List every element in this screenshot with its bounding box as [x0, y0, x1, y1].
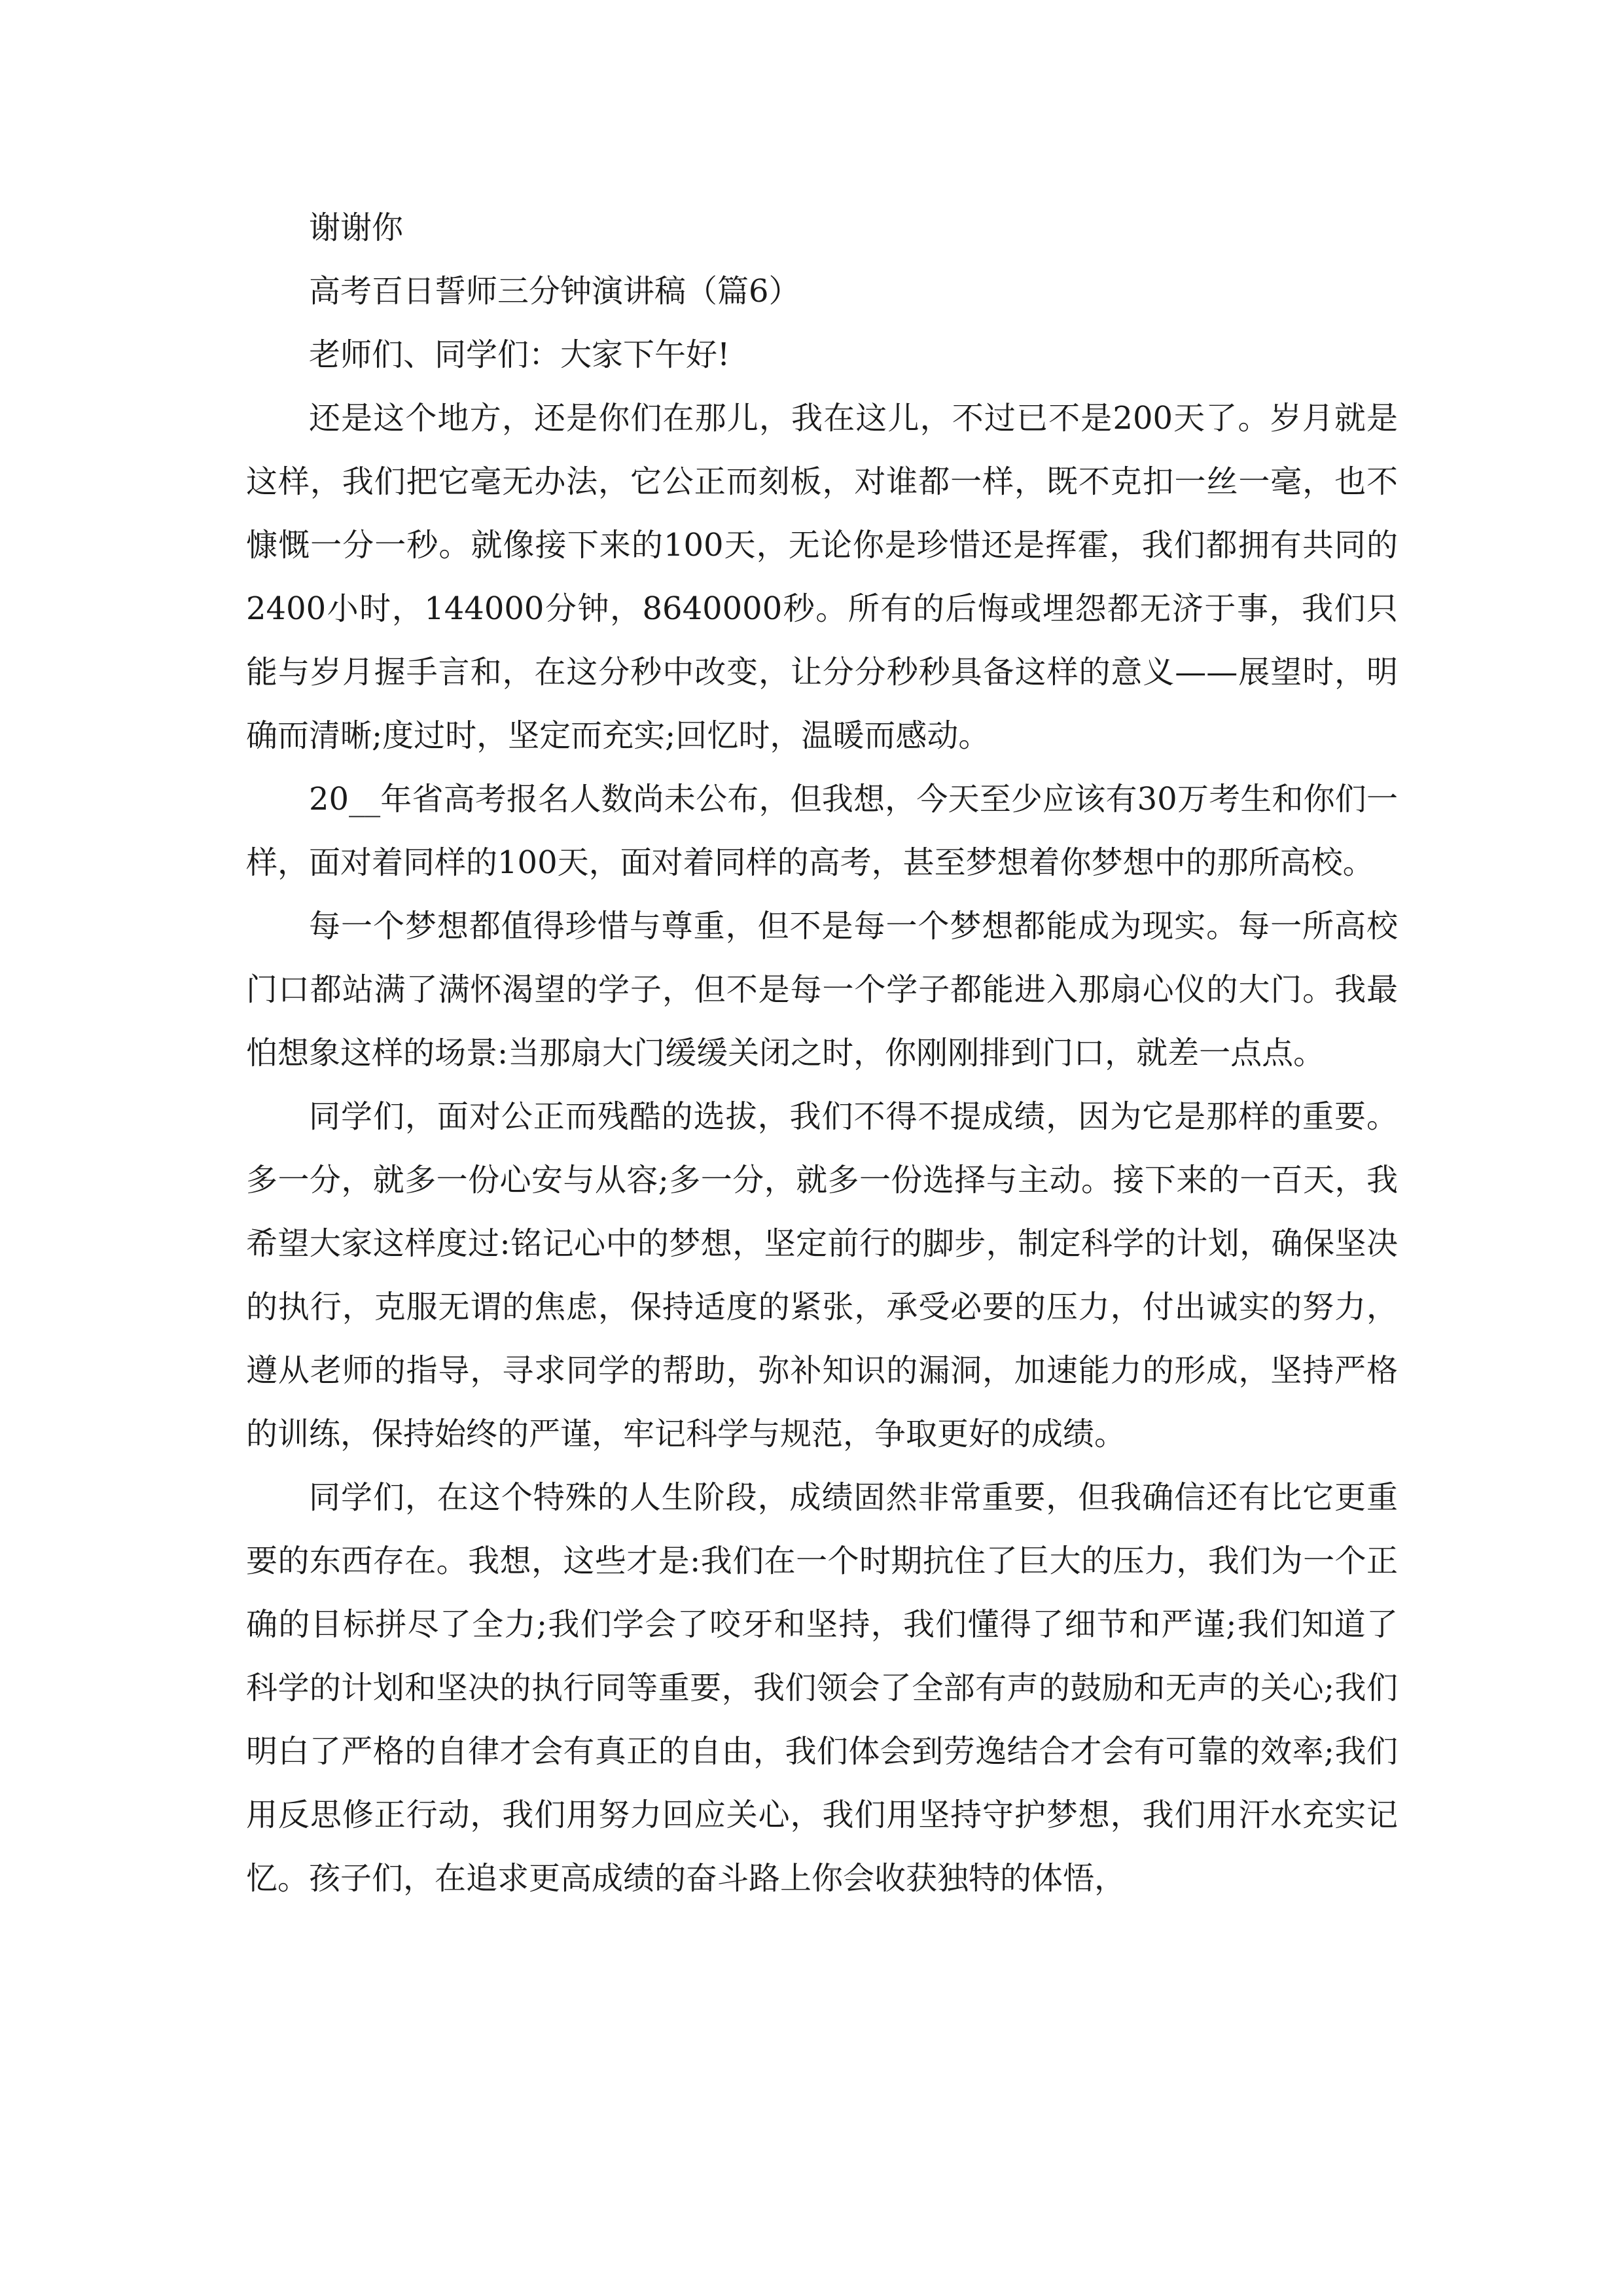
closing-thanks: 谢谢你 [309, 209, 404, 246]
body-paragraph: 同学们，面对公正而残酷的选拔，我们不得不提成绩，因为它是那样的重要。多一分，就多一份心安与从容;多一分，就多一份选择与主动。接下来的一百天，我希望大家这样度过:铭记心中的梦想，坚定前行的脚步，制定科学的计划，确保坚决的执行，克服无谓的焦虑，保持适度的紧张，承受必要的压力，付出诚实的努力，遵从老师的指导，寻求同学的帮助，弥补知识的漏洞，加速能力的形成，坚持严格的训练，保持始终的严谨，牢记科学与规范，争取更好的成绩。 [246, 1098, 1398, 1452]
body-paragraph: 同学们，在这个特殊的人生阶段，成绩固然非常重要，但我确信还有比它更重要的东西存在。我想，这些才是:我们在一个时期抗住了巨大的压力，我们为一个正确的目标拼尽了全力;我们学会了咬牙和坚持，我们懂得了细节和严谨;我们知道了科学的计划和坚决的执行同等重要，我们领会了全部有声的鼓励和无声的关心;我们明白了严格的自律才会有真正的自由，我们体会到劳逸结合才会有可靠的效率;我们用反思修正行动，我们用努力回应关心，我们用坚持守护梦想，我们用汗水充实记忆。孩子们，在追求更高成绩的奋斗路上你会收获独特的体悟， [246, 1479, 1398, 1897]
body-paragraph: 每一个梦想都值得珍惜与尊重，但不是每一个梦想都能成为现实。每一所高校门口都站满了满怀渴望的学子，但不是每一个学子都能进入那扇心仪的大门。我最怕想象这样的场景:当那扇大门缓缓关闭之时，你刚刚排到门口，就差一点点。 [246, 908, 1398, 1071]
document-body [246, 196, 1398, 1910]
body-paragraph: 还是这个地方，还是你们在那儿，我在这儿，不过已不是200天了。岁月就是这样，我们把它毫无办法，它公正而刻板，对谁都一样，既不克扣一丝一毫，也不慷慨一分一秒。就像接下来的100天，无论你是珍惜还是挥霍，我们都拥有共同的2400小时，144000分钟，8640000秒。所有的后悔或埋怨都无济于事，我们只能与岁月握手言和，在这分秒中改变，让分分秒秒具备这样的意义——展望时，明确而清晰;度过时，坚定而充实;回忆时，温暖而感动。 [246, 400, 1398, 754]
body-paragraph: 20__年省高考报名人数尚未公布，但我想，今天至少应该有30万考生和你们一样，面对着同样的100天，面对着同样的高考，甚至梦想着你梦想中的那所高校。 [246, 781, 1398, 881]
speech-title: 高考百日誓师三分钟演讲稿（篇6） [309, 273, 800, 310]
salutation: 老师们、同学们：大家下午好! [309, 336, 730, 373]
